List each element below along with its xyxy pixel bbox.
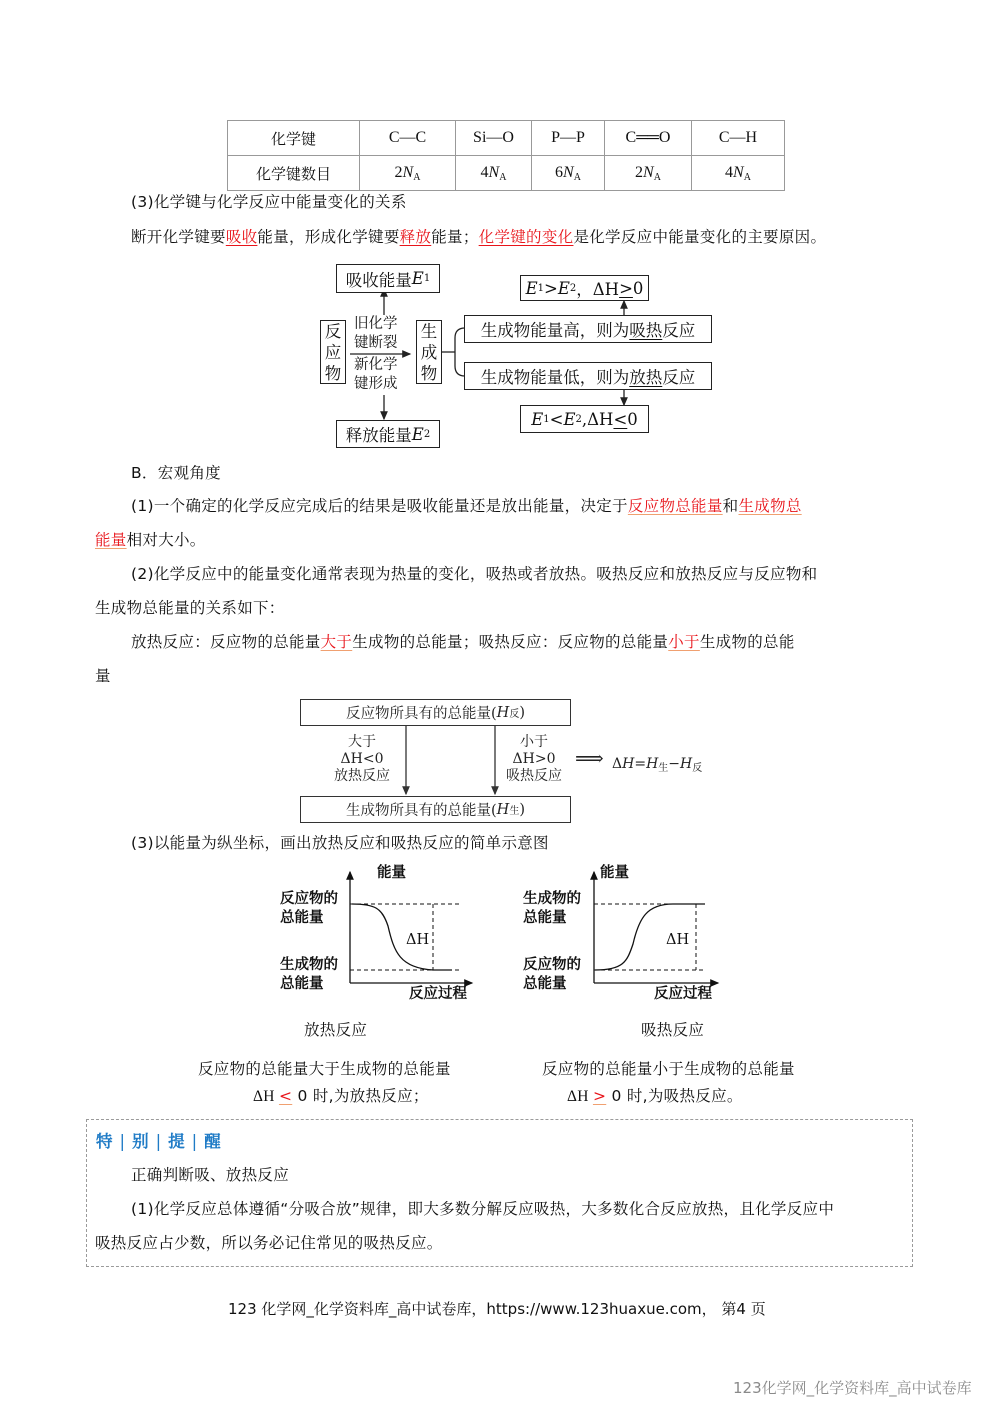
table-row <box>228 156 785 191</box>
chart-condition: ΔH > 0 时,为吸热反应。 <box>567 1087 743 1105</box>
paragraph-line: (2)化学反应中的能量变化通常表现为热量的变化，吸热或者放热。吸热反应和放热反应与反应物和 <box>131 565 818 583</box>
callout-line: (1)化学反应总体遵循“分吸合放”规律，即大多数分解反应吸热，大多数化合反应放热，且化学反应中 <box>131 1200 835 1218</box>
page-footer: 123 化学网_化学资料库_高中试卷库，https://www.123huaxue.com， 第4 页 <box>228 1300 766 1318</box>
bond-cell: C—H <box>692 121 785 156</box>
answer-blank: 小于 <box>668 633 700 651</box>
paragraph-line: (1)一个确定的化学反应完成后的结果是吸收能量还是放出能量，决定于反应物总能量和生成物总 <box>131 497 802 515</box>
callout-line: 吸热反应占少数，所以务必记住常见的吸热反应。 <box>95 1234 443 1252</box>
answer-blank: 能量 <box>95 531 127 549</box>
count-cell: $4N_A$ <box>692 156 785 191</box>
bond-cell: C══O <box>605 121 692 156</box>
chart-summary: 反应物的总能量小于生成物的总能量 <box>542 1060 795 1078</box>
exothermic-relation-label: 大于 ΔH<0 放热反应 <box>334 734 390 784</box>
section-heading: (3)化学键与化学反应中能量变化的关系 <box>131 193 407 211</box>
exothermic-condition-box: E 1 < E 2 ,ΔH < 0 <box>520 405 649 433</box>
count-cell: $2N_A$ <box>360 156 456 191</box>
reactant-box: 反 应 物 <box>320 320 346 384</box>
lower-level-label: 生成物的 总能量 <box>280 956 338 992</box>
absorb-energy-box: 吸收能量 E 1 <box>336 264 440 293</box>
chart-caption: 放热反应 <box>304 1021 368 1039</box>
answer-blank: 化学键的变化 <box>478 228 574 246</box>
y-axis-label: 能量 <box>600 864 629 881</box>
y-axis-label: 能量 <box>377 864 406 881</box>
bond-cell: P—P <box>532 121 605 156</box>
chart-caption: 吸热反应 <box>641 1021 705 1039</box>
reactant-total-energy-box: 反应物所具有的总能量( H 反 ) <box>300 699 571 726</box>
product-total-energy-box: 生成物所具有的总能量( H 生 ) <box>300 796 571 823</box>
high-product-energy-box: 生成物能量高，则为 吸热 反应 <box>464 315 712 343</box>
delta-h-label: ΔH <box>666 932 690 948</box>
answer-blank: 释放 <box>399 228 432 246</box>
count-cell: $2N_A$ <box>605 156 692 191</box>
bond-count-table <box>227 120 785 191</box>
count-cell: $4N_A$ <box>456 156 532 191</box>
bond-forming-label: 新化学 键形成 <box>354 357 398 392</box>
paragraph-line: 生成物总能量的关系如下： <box>95 599 285 617</box>
table-row <box>228 121 785 156</box>
delta-h-formula: $\Delta H=H_生-H_反$ <box>612 756 703 774</box>
delta-h-label: ΔH <box>406 932 430 948</box>
answer-blank: 反应物总能量 <box>627 497 723 515</box>
x-axis-label: 反应过程 <box>654 985 712 1002</box>
section-heading: (3)以能量为纵坐标，画出放热反应和吸热反应的简单示意图 <box>131 834 549 852</box>
answer-blank: 大于 <box>320 633 353 651</box>
bond-breaking-label: 旧化学 键断裂 <box>354 316 398 351</box>
implies-arrow-icon: ⟹ <box>575 746 604 770</box>
chart-summary: 反应物的总能量大于生成物的总能量 <box>198 1060 451 1078</box>
bond-energy-sentence: 断开化学键要吸收能量，形成化学键要释放能量；化学键的变化是化学反应中能量变化的主要原因。 <box>131 228 827 246</box>
product-box: 生 成 物 <box>416 320 442 384</box>
endothermic-relation-label: 小于 ΔH>0 吸热反应 <box>506 734 562 784</box>
bond-cell: C—C <box>360 121 456 156</box>
paragraph-line: 能量相对大小。 <box>95 531 206 549</box>
answer-blank: 吸收 <box>225 228 258 246</box>
upper-level-label: 反应物的 总能量 <box>280 890 338 926</box>
row-header-count: 化学键数目 <box>228 156 360 191</box>
upper-level-label: 生成物的 总能量 <box>523 890 581 926</box>
paragraph-line: 量 <box>95 667 111 685</box>
bond-cell: Si—O <box>456 121 532 156</box>
count-cell: $6N_A$ <box>532 156 605 191</box>
x-axis-label: 反应过程 <box>409 985 467 1002</box>
callout-subtitle: 正确判断吸、放热反应 <box>131 1166 290 1184</box>
low-product-energy-box: 生成物能量低，则为 放热 反应 <box>464 362 712 390</box>
lower-level-label: 反应物的 总能量 <box>523 956 581 992</box>
row-header-bond: 化学键 <box>228 121 360 156</box>
callout-title: 特 | 别 | 提 | 醒 <box>96 1132 222 1151</box>
site-watermark: 123化学网_化学资料库_高中试卷库 <box>733 1379 972 1397</box>
chart-condition: ΔH < 0 时,为放热反应； <box>253 1087 429 1105</box>
endothermic-condition-box: E 1 > E 2 ，ΔH > 0 <box>520 275 649 301</box>
answer-blank: 生成物总 <box>738 497 802 515</box>
section-b-heading: B．宏观角度 <box>131 464 221 482</box>
release-energy-box: 释放能量 E 2 <box>336 420 440 448</box>
paragraph-line: 放热反应：反应物的总能量大于生成物的总能量；吸热反应：反应物的总能量小于生成物的总能 <box>131 633 795 651</box>
